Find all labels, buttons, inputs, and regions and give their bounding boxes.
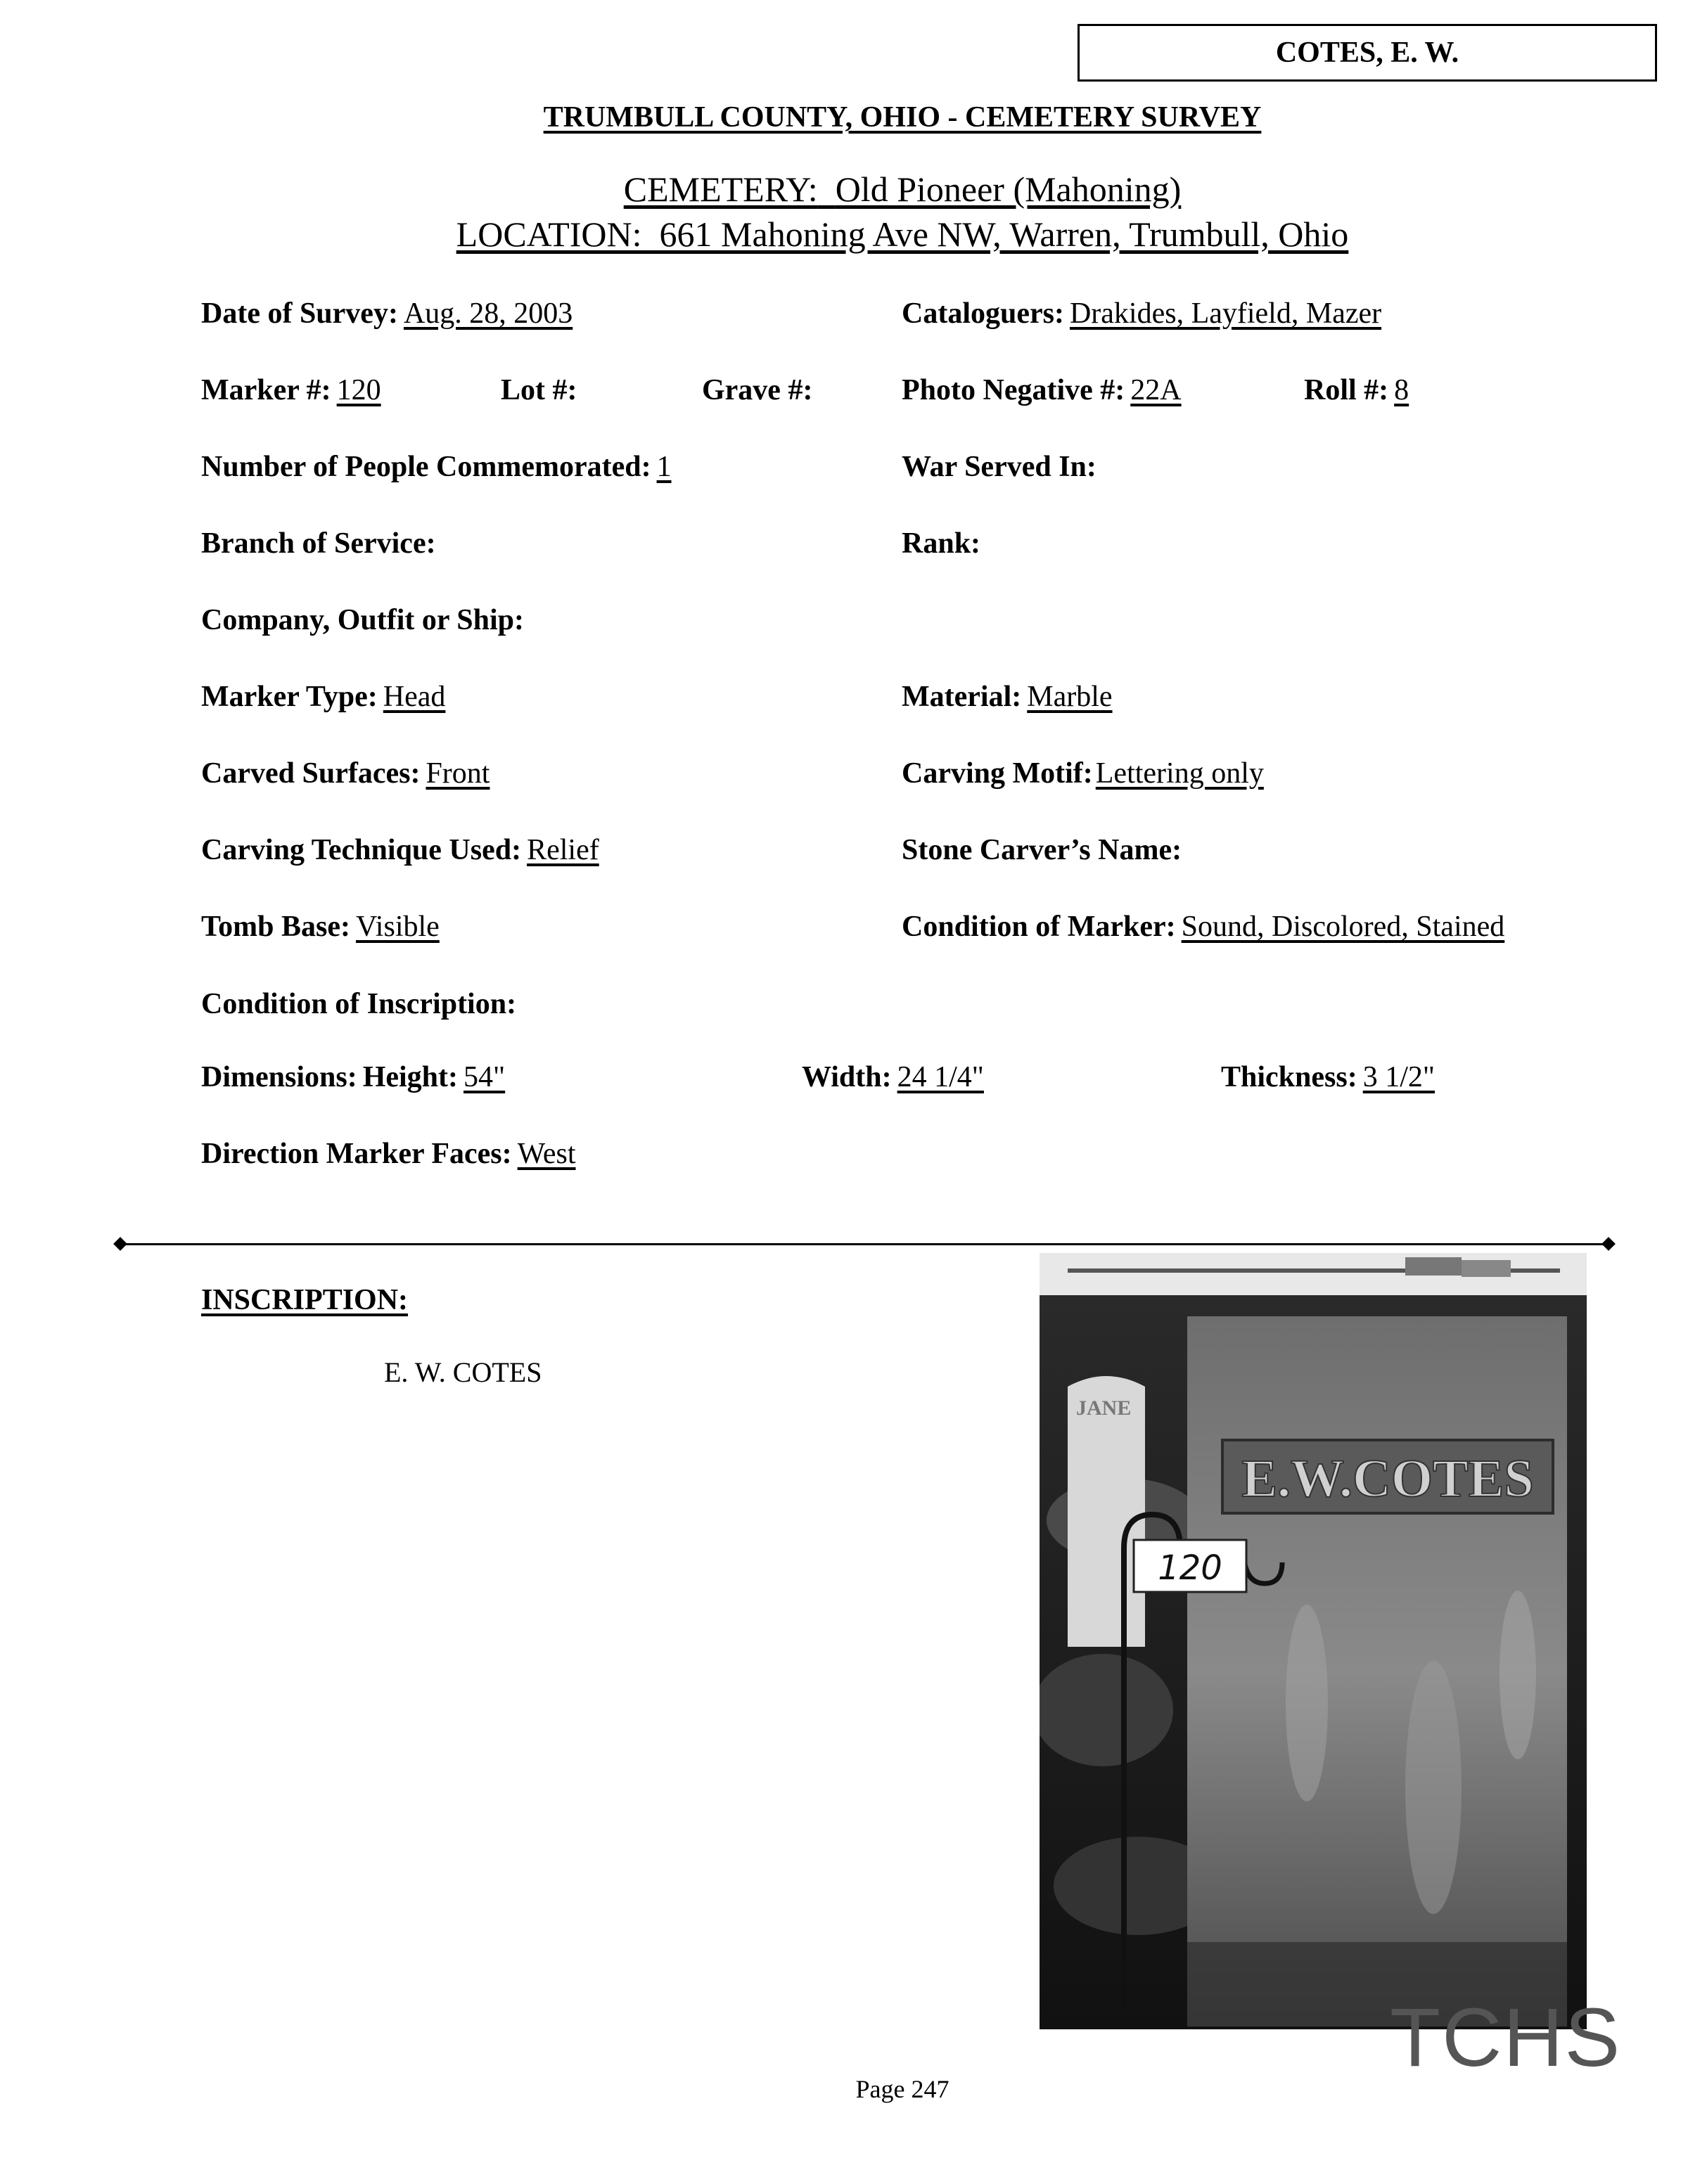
width-field — [802, 1060, 984, 1094]
carving-motif-value: Lettering only — [1095, 757, 1264, 790]
photo-negative-value: 22A — [1130, 374, 1182, 406]
direction-faces-field — [201, 1137, 576, 1171]
direction-faces-value: West — [517, 1138, 576, 1170]
carved-surfaces-value: Front — [426, 757, 490, 790]
inscription-line: E. W. COTES — [384, 1356, 542, 1388]
carving-technique-field — [201, 833, 599, 867]
war-served-field — [902, 450, 1096, 484]
condition-marker-field — [902, 910, 1504, 944]
carving-technique-label: Carving Technique Used: — [201, 834, 522, 866]
condition-inscription-label: Condition of Inscription: — [201, 988, 517, 1020]
date-of-survey-field — [201, 297, 573, 330]
date-of-survey-label: Date of Survey: — [201, 297, 398, 330]
tomb-base-field — [201, 910, 440, 944]
marker-type-value: Head — [383, 681, 446, 713]
tomb-base-value: Visible — [356, 911, 440, 943]
roll-num-value: 8 — [1394, 374, 1409, 406]
roll-num-field — [1304, 373, 1409, 407]
marker-type-field — [201, 680, 445, 714]
carving-motif-field — [902, 757, 1264, 790]
thickness-value: 3 1/2" — [1362, 1061, 1436, 1093]
photo-negative-label: Photo Negative #: — [902, 374, 1125, 406]
photo-negative-field — [902, 373, 1182, 407]
company-outfit-field — [201, 603, 524, 637]
height-label: Height: — [362, 1061, 459, 1093]
carving-technique-value: Relief — [527, 834, 599, 866]
cemetery-value: Old Pioneer (Mahoning) — [835, 169, 1182, 209]
material-value: Marble — [1027, 681, 1113, 713]
surname-box: COTES, E. W. — [1078, 24, 1657, 82]
carved-surfaces-label: Carved Surfaces: — [201, 757, 421, 790]
stone-carver-label: Stone Carver’s Name: — [902, 834, 1182, 866]
tchs-watermark: TCHS — [1390, 1991, 1622, 2084]
marker-type-label: Marker Type: — [201, 681, 378, 713]
direction-faces-label: Direction Marker Faces: — [201, 1138, 512, 1170]
condition-marker-value: Sound, Discolored, Stained — [1181, 911, 1505, 943]
material-field — [902, 680, 1113, 714]
marker-tag-number: 120 — [1158, 1548, 1222, 1588]
thickness-field — [1221, 1060, 1435, 1094]
branch-of-service-field — [201, 527, 436, 560]
survey-title: TRUMBULL COUNTY, OHIO - CEMETERY SURVEY — [543, 101, 1262, 134]
date-of-survey-value: Aug. 28, 2003 — [403, 297, 573, 330]
location-label: LOCATION: — [456, 214, 642, 254]
people-commemorated-value: 1 — [656, 451, 672, 483]
width-label: Width: — [802, 1061, 892, 1093]
background-stone-text: JANE — [1076, 1396, 1132, 1420]
rank-field — [902, 527, 980, 560]
cataloguers-field — [902, 297, 1381, 330]
height-value: 54" — [463, 1061, 506, 1093]
section-divider — [120, 1243, 1609, 1245]
marker-num-field — [201, 373, 381, 407]
stone-carver-field — [902, 833, 1182, 867]
inscription-heading: INSCRIPTION: — [201, 1284, 409, 1316]
divider-diamond-right — [1601, 1237, 1616, 1251]
lot-num-field — [501, 373, 577, 407]
stone-inscription-text: E.W.COTES — [1241, 1449, 1534, 1508]
lot-num-label: Lot #: — [501, 374, 577, 406]
height-field — [201, 1060, 505, 1094]
cataloguers-value: Drakides, Layfield, Mazer — [1069, 297, 1382, 330]
condition-inscription-field — [201, 987, 516, 1021]
location-value: 661 Mahoning Ave NW, Warren, Trumbull, Ohio — [659, 214, 1349, 254]
marker-num-label: Marker #: — [201, 374, 331, 406]
carved-surfaces-field — [201, 757, 490, 790]
branch-of-service-label: Branch of Service: — [201, 527, 436, 560]
main-gravestone — [1187, 1316, 1567, 2026]
page-number: Page 247 — [855, 2075, 950, 2103]
grave-num-field — [702, 373, 812, 407]
carving-motif-label: Carving Motif: — [902, 757, 1093, 790]
divider-diamond-left — [113, 1237, 127, 1251]
people-commemorated-label: Number of People Commemorated: — [201, 451, 651, 483]
dimensions-label: Dimensions: — [201, 1061, 357, 1093]
grave-num-label: Grave #: — [702, 374, 813, 406]
marker-num-value: 120 — [336, 374, 381, 406]
width-value: 24 1/4" — [897, 1061, 984, 1093]
war-served-label: War Served In: — [902, 451, 1096, 483]
people-commemorated-field — [201, 450, 672, 484]
company-outfit-label: Company, Outfit or Ship: — [201, 604, 524, 636]
condition-marker-label: Condition of Marker: — [902, 911, 1176, 943]
material-label: Material: — [902, 681, 1022, 713]
cataloguers-label: Cataloguers: — [902, 297, 1064, 330]
cemetery-label: CEMETERY: — [623, 169, 818, 209]
rank-label: Rank: — [902, 527, 981, 560]
roll-num-label: Roll #: — [1304, 374, 1389, 406]
background-stone — [1068, 1376, 1145, 1647]
thickness-label: Thickness: — [1221, 1061, 1357, 1093]
tomb-base-label: Tomb Base: — [201, 911, 350, 943]
location-line — [0, 214, 1688, 255]
cemetery-line — [0, 169, 1688, 210]
gravestone-photo — [1040, 1253, 1587, 2029]
